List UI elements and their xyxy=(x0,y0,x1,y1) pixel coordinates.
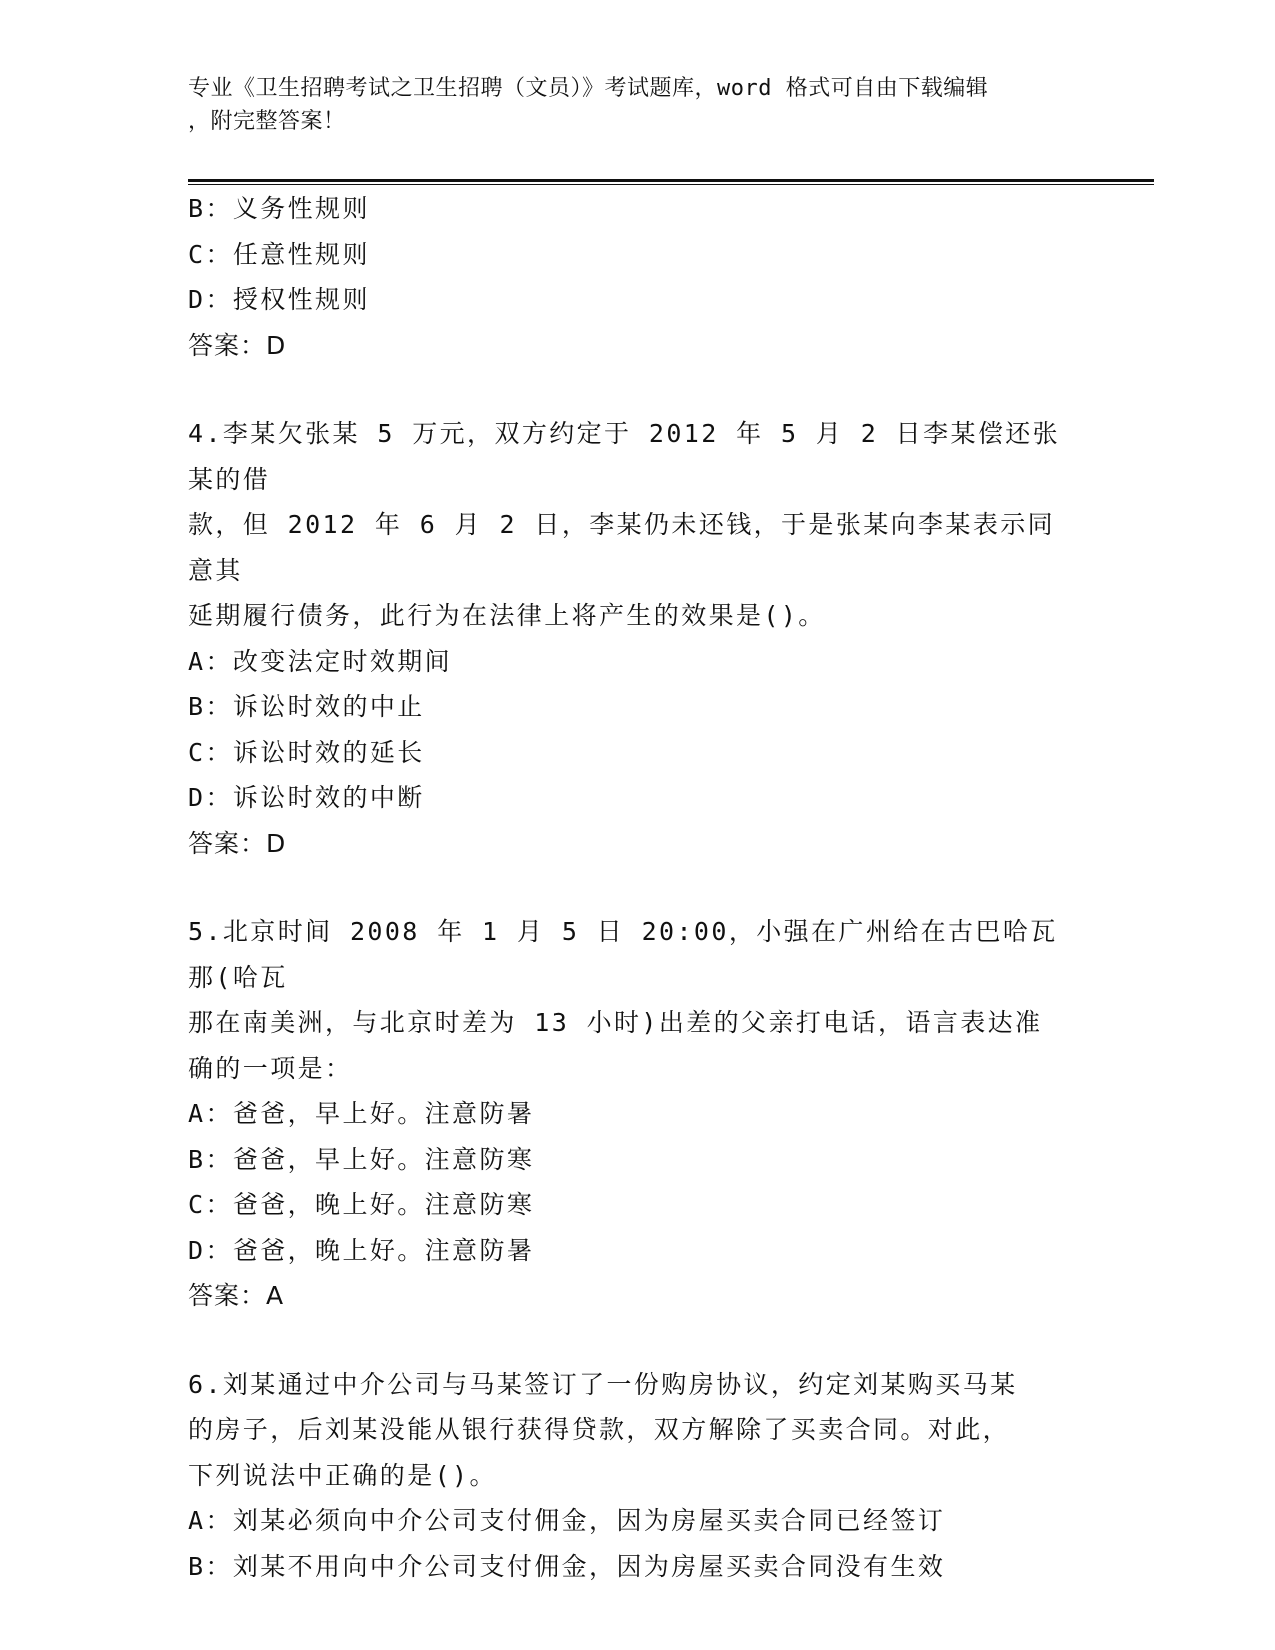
option-b: B：刘某不用向中介公司支付佣金，因为房屋买卖合同没有生效 xyxy=(188,1551,946,1581)
question-3-continued xyxy=(188,186,1088,368)
option-b: B：爸爸，早上好。注意防寒 xyxy=(188,1144,535,1174)
answer-line: 答案：D xyxy=(188,330,287,360)
option-d: D：诉讼时效的中断 xyxy=(188,783,425,812)
option-a: A：刘某必须向中介公司支付佣金，因为房屋买卖合同已经签订 xyxy=(188,1506,946,1535)
header-title-line-2: ，附完整答案！ xyxy=(188,109,346,134)
header-title-line-1: 专业《卫生招聘考试之卫生招聘（文员）》考试题库，word 格式可自由下载编辑 xyxy=(188,76,989,101)
question-text: 6.刘某通过中介公司与马某签订了一份购房协议，约定刘某购买马某 的房子，后刘某没能从银行获得贷款，双方解除了买卖合同。对此， 下列说法中正确的是()。 xyxy=(188,1369,1018,1490)
question-6 xyxy=(188,1362,1088,1590)
question-5 xyxy=(188,909,1088,1319)
answer-line: 答案：A xyxy=(188,1281,285,1310)
option-a: A：爸爸，早上好。注意防暑 xyxy=(188,1099,535,1128)
option-d: D：授权性规则 xyxy=(188,285,370,314)
question-text: 4.李某欠张某 5 万元，双方约定于 2012 年 5 月 2 日李某偿还张某的借 款，但 2012 年 6 月 2 日，李某仍未还钱，于是张某向李某表示同意其 延期履行债务，此行为在法律上将产生的效果是()。 xyxy=(188,419,1061,630)
question-list xyxy=(188,186,1088,1589)
document-header xyxy=(188,72,1088,138)
option-c: C：任意性规则 xyxy=(188,239,370,269)
option-b: B：诉讼时效的中止 xyxy=(188,692,425,721)
header-divider-thick xyxy=(188,179,1154,182)
option-d: D：爸爸，晚上好。注意防暑 xyxy=(188,1235,535,1265)
answer-line: 答案：D xyxy=(188,828,287,858)
question-text: 5.北京时间 2008 年 1 月 5 日 20:00，小强在广州给在古巴哈瓦那(哈瓦 那在南美洲，与北京时差为 13 小时)出差的父亲打电话，语言表达准 确的一项是： xyxy=(188,917,1058,1083)
option-a: A：改变法定时效期间 xyxy=(188,646,453,676)
option-c: C：爸爸，晚上好。注意防寒 xyxy=(188,1190,535,1219)
question-4 xyxy=(188,411,1088,866)
option-c: C：诉讼时效的延长 xyxy=(188,737,425,767)
header-divider-thin xyxy=(188,184,1154,185)
option-b: B：义务性规则 xyxy=(188,194,370,223)
